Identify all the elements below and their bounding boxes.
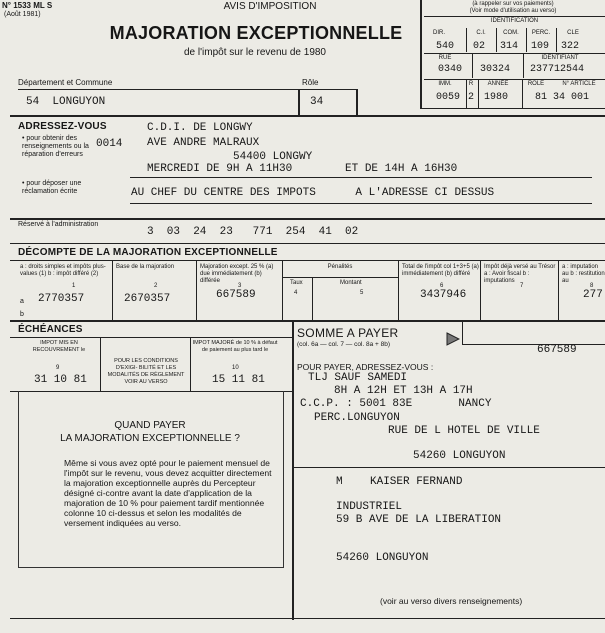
admin-code: 3 03 24 23 771 254 41 02 [147, 226, 359, 238]
id-value-annee: 1980 [484, 92, 509, 103]
recouvrement-date: 31 10 81 [34, 374, 87, 386]
id-caption: (Voir mode d'utilisation au verso) [469, 8, 557, 14]
payer-office: PERC.LONGUYON [314, 412, 400, 424]
id-header-perc: PERC. [531, 30, 551, 36]
decompte-col6-header: Impôt déjà versé au Trésor a : Avoir fiscal b : imputations [484, 264, 556, 284]
id-header-role: ROLE [527, 81, 545, 87]
col-number-6: 6 [440, 283, 444, 289]
id-header-rue: RUE [438, 55, 452, 61]
echeances-number-9: 9 [56, 365, 60, 371]
col-number-7: 7 [520, 283, 524, 289]
taxpayer-profession: INDUSTRIEL [336, 501, 403, 513]
majoration-deadline-date: 15 11 81 [212, 374, 265, 386]
id-value-rue: 0340 [438, 64, 463, 75]
id-top-note: (à rappeler sur vos paiements) [472, 1, 554, 7]
col-number-1: 1 [72, 283, 76, 289]
id-value-cle: 322 [561, 41, 580, 52]
tax-center-street: AVE ANDRE MALRAUX [147, 137, 260, 149]
id-header-annee: ANNÉE [487, 81, 509, 87]
payer-days: TLJ SAUF SAMEDI [308, 372, 408, 384]
id-header-com: COM. [503, 30, 519, 36]
decompte-col1-header: a : droits simples et impôts plus-values (1) b : impôt différé (2) [20, 264, 106, 277]
play-arrow-icon [446, 332, 460, 351]
id-value-identifiant: 237712544 [530, 64, 585, 75]
reclamation-address: AU CHEF DU CENTRE DES IMPOTS A L'ADRESSE CI DESSUS [131, 187, 495, 199]
taxpayer-city: 54260 LONGUYON [336, 552, 429, 564]
echeances-col2-header: POUR LES CONDITIONS D'EXIGI- BILITÉ ET LES MODALITÉS DE RÈGLEMENT VOIR AU VERSO [107, 358, 185, 385]
echeances-number-10: 10 [232, 365, 239, 371]
id-header-dir: DIR. [433, 30, 445, 36]
role-value: 34 [310, 96, 324, 108]
page-title: MAJORATION EXCEPTIONNELLE [109, 23, 403, 43]
payer-ccp: C.C.P. : 5001 83E NANCY [300, 398, 492, 410]
tax-center-city: 54400 LONGWY [233, 151, 313, 163]
penalites-montant: Montant [340, 280, 362, 286]
id-header-ci: C.I. [476, 30, 486, 36]
id-value-code: 30324 [480, 64, 511, 75]
id-value-com: 314 [500, 41, 519, 52]
amount-due: 667589 [537, 344, 577, 356]
commune-value: 54 LONGUYON [26, 96, 106, 108]
col-number-4: 4 [294, 290, 298, 296]
row-b-label: b [20, 311, 24, 318]
id-value-perc: 109 [531, 41, 550, 52]
pour-payer-label: POUR PAYER, ADRESSEZ-VOUS : [297, 362, 434, 372]
decompte-heading: DÉCOMPTE DE LA MAJORATION EXCEPTIONNELLE [18, 247, 278, 258]
decompte-col3-header: Majoration except. 25 % (a) due immédiatement (b) différée [200, 264, 274, 284]
total-impot-value: 3437946 [420, 289, 467, 301]
page-subtitle: de l'impôt sur le revenu de 1980 [184, 47, 326, 58]
col-number-5: 5 [360, 290, 364, 296]
echeances-col3-header: IMPOT MAJORÉ de 10 % à défaut de paiement au plus tard le [192, 340, 278, 353]
id-header-cle: CLE [567, 30, 579, 36]
id-header-identifiant: IDENTIFIANT [541, 55, 579, 61]
payer-city: 54260 LONGUYON [413, 450, 506, 462]
somme-formula: (col. 6a — col. 7 — col. 8a + 8b) [297, 341, 391, 348]
info-code: 0014 [96, 138, 123, 150]
taxpayer-name: KAISER FERNAND [370, 476, 463, 488]
col-number-2: 2 [154, 283, 158, 289]
echeances-col1-header: IMPOT MIS EN RECOUVREMENT le [32, 340, 86, 353]
penalites-header: Pénalités [327, 264, 353, 270]
form-reference: N° 1533 ML S [2, 1, 53, 10]
taxpayer-marker: M [336, 476, 343, 488]
droits-simples-value: 2770357 [38, 293, 85, 305]
info-label: • pour obtenir des renseignements ou la réparation d'erreurs [22, 135, 89, 158]
form-date: (Août 1981) [4, 11, 41, 18]
commune-label: Département et Commune [18, 78, 113, 87]
quand-payer-text: Même si vous avez opté pour le paiement mensuel de l'impôt sur le revenu, vous devez acquitter directement la majoration exceptionnelle auprès du Percepteur désigné ci-contre avant la date d'application de la majoration de 10 % pour paiement tardif mentionnée colonne 10 ci-dessus et selon les modalités de versement indiquées au verso. [64, 458, 272, 528]
decompte-col2-header: Base de la majoration [116, 264, 175, 270]
id-value-article: 81 34 001 [535, 92, 590, 103]
adressez-vous-heading: ADRESSEZ-VOUS [18, 121, 107, 132]
quand-payer-subtitle: LA MAJORATION EXCEPTIONNELLE ? [60, 433, 240, 444]
id-value-ci: 02 [473, 41, 486, 52]
payer-hours: 8H A 12H ET 13H A 17H [334, 385, 473, 397]
id-header-imm: IMM. [438, 81, 452, 87]
tax-center-hours: MERCREDI DE 9H A 11H30 ET DE 14H A 16H30 [147, 163, 458, 175]
echeances-heading: ÉCHÉANCES [18, 324, 83, 335]
imputation-value: 277 [583, 289, 603, 301]
col-number-3: 3 [238, 283, 242, 289]
notice-type: AVIS D'IMPOSITION [223, 1, 317, 12]
admin-label: Réservé à l'administration [18, 221, 99, 228]
footer-note: (voir au verso divers renseignements) [380, 596, 523, 606]
amount-box [462, 322, 605, 345]
taxpayer-street: 59 B AVE DE LA LIBERATION [336, 514, 502, 526]
decompte-col5-header: Total de l'impôt col 1+3+5 (a) immédiatement (b) différé [402, 264, 479, 277]
row-a-label: a [20, 298, 24, 305]
id-section-label: IDENTIFICATION [490, 18, 539, 24]
decompte-col7-header: a : imputation au b : restitution au [562, 264, 605, 284]
somme-a-payer-label: SOMME A PAYER [297, 326, 399, 340]
id-header-article: N° ARTICLE [562, 81, 596, 87]
col-number-8: 8 [590, 283, 594, 289]
reclamation-label: • pour déposer une réclamation écrite [22, 180, 82, 195]
id-value-r: 2 [468, 92, 475, 103]
id-value-imm: 0059 [436, 92, 461, 103]
tax-center-name: C.D.I. DE LONGWY [147, 122, 253, 134]
base-majoration-value: 2670357 [124, 293, 171, 305]
quand-payer-title: QUAND PAYER [114, 420, 186, 431]
penalites-taux: Taux [290, 280, 303, 286]
majoration-value: 667589 [216, 289, 256, 301]
role-label: Rôle [302, 78, 319, 87]
payer-street: RUE DE L HOTEL DE VILLE [388, 425, 540, 437]
id-value-dir: 540 [436, 41, 455, 52]
id-header-r: R [468, 81, 474, 87]
